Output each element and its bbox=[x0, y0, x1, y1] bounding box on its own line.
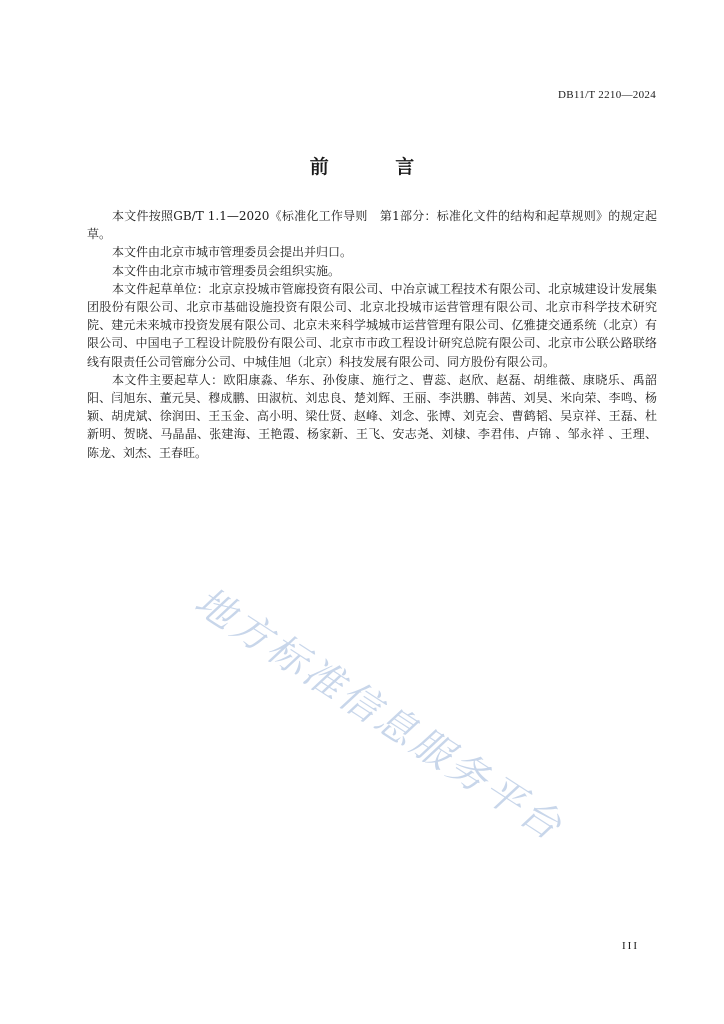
paragraph-drafters: 本文件主要起草人：欧阳康淼、华东、孙俊康、施行之、曹蕊、赵欣、赵磊、胡维薇、康晓乐、禹韶阳、闫旭东、董元昊、穆成鹏、田淑杭、刘忠良、楚刘辉、王丽、李洪鹏、韩茜、刘昊、米向荣、李鸣、杨颖、胡虎斌、徐润田、王玉金、高小明、梁仕贤、赵峰、刘念、张博、刘克会、曹鹤韬、吴京祥、王磊、杜新明、贺晓、马晶晶、张建海、王艳霞、杨家新、王飞、安志尧、刘棣、李君伟、卢锦 、邹永祥 、王理、陈龙、刘杰、王春旺。 bbox=[87, 372, 657, 460]
watermark: 地方标准信息服务平台 bbox=[186, 578, 572, 851]
page-number: III bbox=[622, 940, 639, 952]
paragraph-drafting-basis: 本文件按照GB/T 1.1—2020《标准化工作导则 第1部分：标准化文件的结构和起草规则》的规定起草。 bbox=[87, 209, 657, 242]
foreword-body bbox=[87, 207, 657, 462]
paragraph-proposer: 本文件由北京市城市管理委员会提出并归口。 bbox=[112, 245, 353, 260]
paragraph-drafting-units: 本文件起草单位：北京京投城市管廊投资有限公司、中冶京诚工程技术有限公司、北京城建设计发展集团股份有限公司、北京市基础设施投资有限公司、北京北投城市运营管理有限公司、北京市科学技术研究院、建元未来城市投资发展有限公司、北京未来科学城城市运营管理有限公司、亿雅捷交通系统（北京）有限公司、中国电子工程设计院股份有限公司、北京市市政工程设计研究总院有限公司、北京市公联公路联络线有限责任公司管廊分公司、中城佳旭（北京）科技发展有限公司、同方股份有限公司。 bbox=[87, 281, 657, 369]
paragraph-implementer: 本文件由北京市城市管理委员会组织实施。 bbox=[112, 263, 341, 278]
section-title: 前 言 bbox=[309, 156, 445, 178]
document-code: DB11/T 2210—2024 bbox=[558, 89, 656, 101]
